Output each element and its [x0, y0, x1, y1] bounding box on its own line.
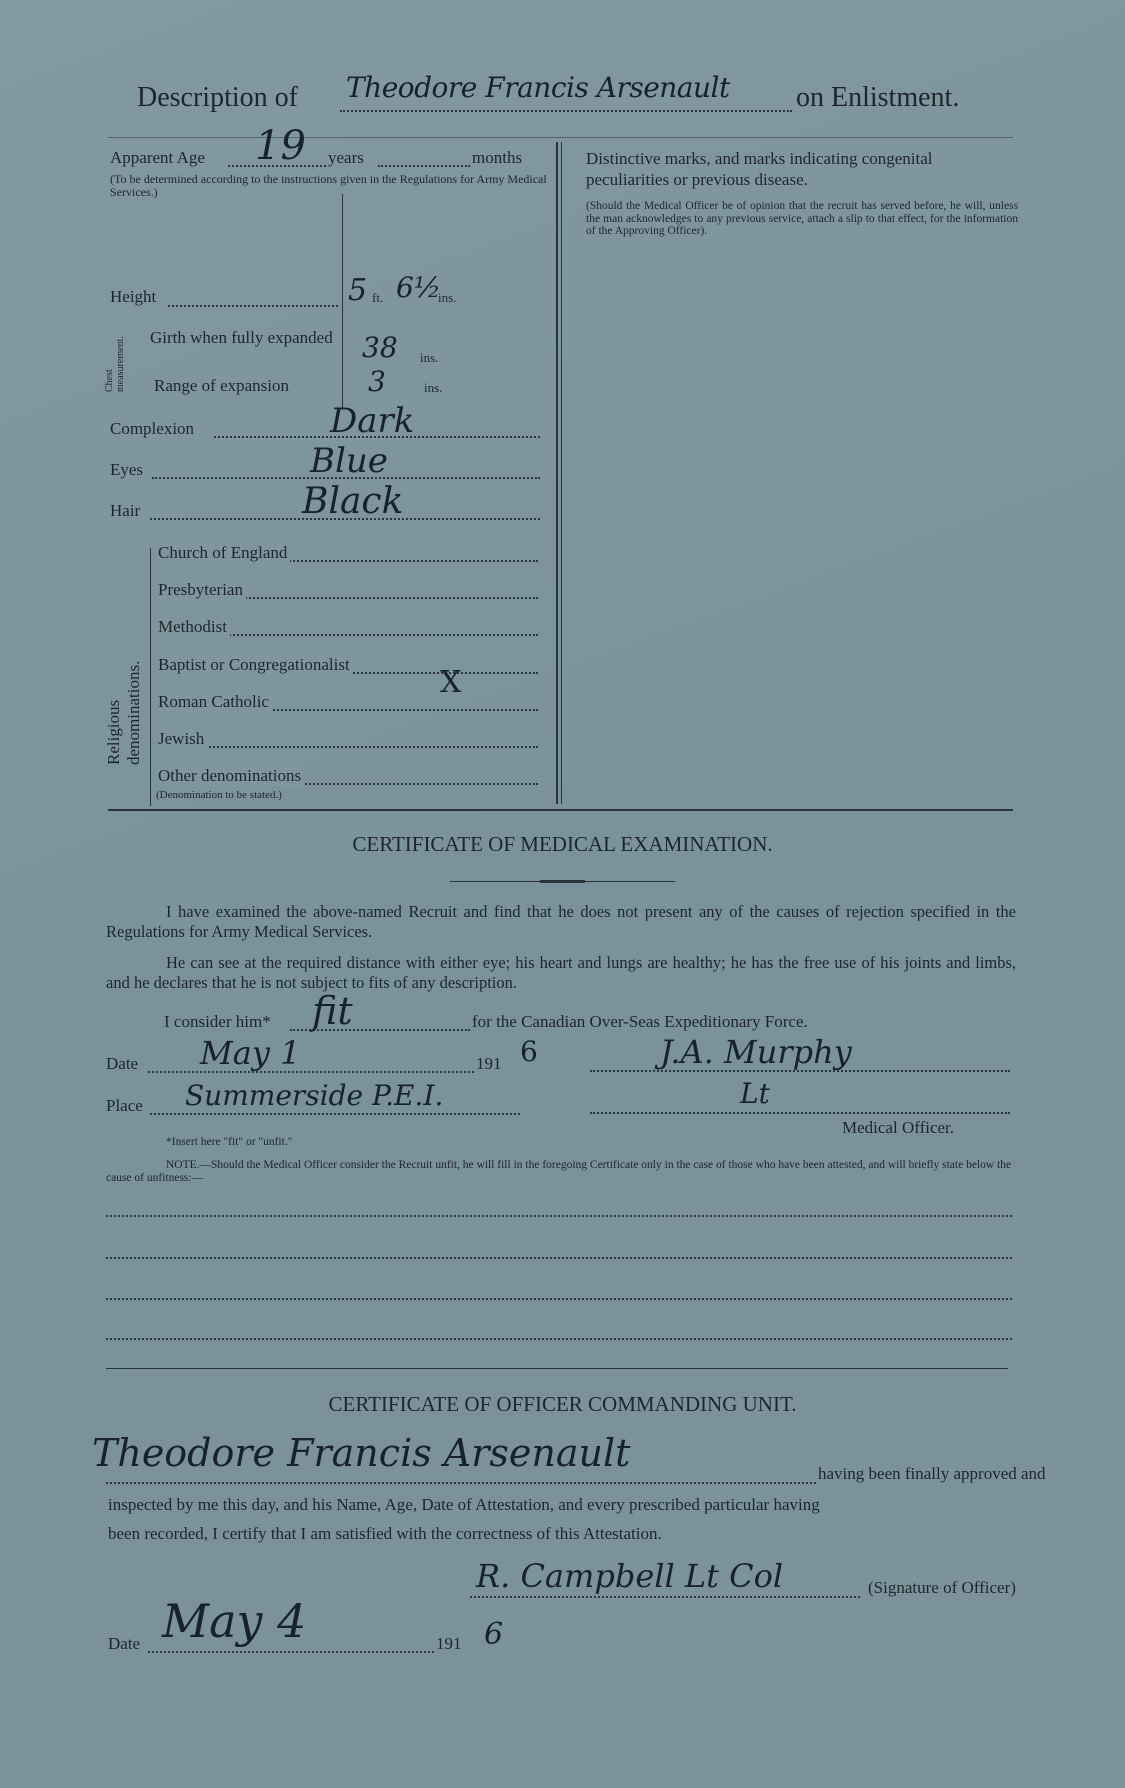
- roman-catholic-mark: X: [440, 665, 462, 700]
- complexion-value: Dark: [330, 401, 415, 441]
- range-label: Range of expansion: [154, 376, 290, 395]
- medical-date-label: Date: [106, 1054, 139, 1073]
- ft-label: ft.: [372, 290, 384, 305]
- medical-paragraph-1: I have examined the above-named Recruit and find that he does not present any of the causes of rejection specified in the Regulations for Army Medical Services.: [106, 902, 1016, 941]
- commanding-year-digit: 6: [484, 1617, 504, 1652]
- distinctive-marks-heading: Distinctive marks, and marks indicating congenital peculiarities or previous disease.: [586, 149, 933, 189]
- commanding-date-label: Date: [108, 1634, 141, 1653]
- hair-value: Black: [302, 481, 404, 522]
- ins-label: ins.: [420, 350, 439, 365]
- complexion-label: Complexion: [110, 419, 195, 438]
- medical-date-value: May 1: [200, 1034, 301, 1072]
- height-ft-value: 5: [348, 273, 368, 308]
- range-value: 3: [368, 365, 386, 398]
- recruit-name: Theodore Francis Arsenault: [346, 71, 730, 104]
- fit-value: fit: [312, 989, 353, 1033]
- eyes-label: Eyes: [110, 460, 144, 479]
- medical-paragraph-2: He can see at the required distance with either eye; his heart and lungs are healthy; he has the free use of his joints and limbs, and he declares that he is not subject to fits of any description.: [106, 953, 1016, 992]
- commanding-year-prefix: 191: [436, 1634, 462, 1653]
- religion-option: Methodist: [158, 617, 230, 637]
- unfitness-note: NOTE.—Should the Medical Officer consider the Recruit unfit, he will fill in the foregoing Certificate only in the case of those who have been attested, and will briefly state below the cause of unfitness:—: [106, 1159, 1012, 1184]
- medical-year-prefix: 191: [476, 1054, 502, 1073]
- denomination-note: (Denomination to be stated.): [156, 789, 282, 801]
- medical-officer-signature: J.A. Murphy: [660, 1033, 852, 1071]
- years-label: years: [328, 148, 364, 167]
- height-label: Height: [110, 287, 157, 306]
- medical-year-digit: 6: [520, 1035, 538, 1068]
- commanding-line-3: been recorded, I certify that I am satisfied with the correctness of this Attestation.: [108, 1524, 662, 1543]
- religion-option: Other denominations: [158, 766, 304, 786]
- hair-label: Hair: [110, 501, 141, 520]
- place-value: Summerside P.E.I.: [185, 1079, 444, 1112]
- religion-option: Church of England: [158, 543, 290, 563]
- force-label: for the Canadian Over-Seas Expeditionary Force.: [472, 1012, 808, 1031]
- unfitness-line: [106, 1338, 1012, 1340]
- commanding-certificate-title: CERTIFICATE OF OFFICER COMMANDING UNIT.: [328, 1392, 797, 1416]
- religion-option: Baptist or Congregationalist: [158, 655, 353, 675]
- religion-option: Jewish: [158, 729, 207, 749]
- height-in-value: 6½: [396, 271, 441, 304]
- age-value: 19: [255, 123, 306, 169]
- religion-option: Presbyterian: [158, 580, 246, 600]
- unfitness-line: [106, 1298, 1012, 1300]
- insert-note: *Insert here "fit" or "unfit.": [166, 1136, 293, 1148]
- age-note: (To be determined according to the instructions given in the Regulations for Army Medical Services.): [110, 172, 547, 199]
- girth-label: Girth when fully expanded: [150, 328, 333, 347]
- consider-label: I consider him*: [164, 1012, 271, 1031]
- signature-label: (Signature of Officer): [868, 1578, 1016, 1597]
- ins-label: ins.: [424, 380, 443, 395]
- distinctive-marks-note: (Should the Medical Officer be of opinion that the recruit has served before, he will, unless the man acknowledges to any previous service, attach a slip to that effect, for the information of the Approving Officer).: [586, 200, 1018, 237]
- religions-label: Religious denominations.: [104, 660, 143, 765]
- apparent-age-label: Apparent Age: [110, 148, 205, 167]
- commanding-line-2: inspected by me this day, and his Name, Age, Date of Attestation, and every prescribed particular having: [108, 1495, 820, 1514]
- girth-value: 38: [362, 331, 398, 364]
- title-suffix: on Enlistment.: [796, 82, 960, 113]
- months-label: months: [472, 148, 523, 167]
- unfitness-line: [106, 1215, 1012, 1217]
- chest-measurement-label: Chest measurement.: [104, 336, 126, 392]
- medical-officer-rank: Lt: [740, 1077, 770, 1110]
- unfitness-line: [106, 1257, 1012, 1259]
- eyes-value: Blue: [310, 441, 388, 481]
- commanding-officer-signature: R. Campbell Lt Col: [476, 1557, 784, 1595]
- medical-certificate-title: CERTIFICATE OF MEDICAL EXAMINATION.: [352, 832, 773, 856]
- title-prefix: Description of: [137, 82, 298, 113]
- religion-dotted-line: [158, 746, 538, 748]
- commanding-date-value: May 4: [162, 1594, 307, 1648]
- commanding-line-1: having been finally approved and: [818, 1464, 1046, 1483]
- medical-officer-label: Medical Officer.: [842, 1118, 955, 1137]
- place-label: Place: [106, 1096, 143, 1115]
- ins-label: ins.: [438, 290, 457, 305]
- commanding-name-value: Theodore Francis Arsenault: [92, 1431, 631, 1475]
- religion-option: Roman Catholic: [158, 692, 272, 712]
